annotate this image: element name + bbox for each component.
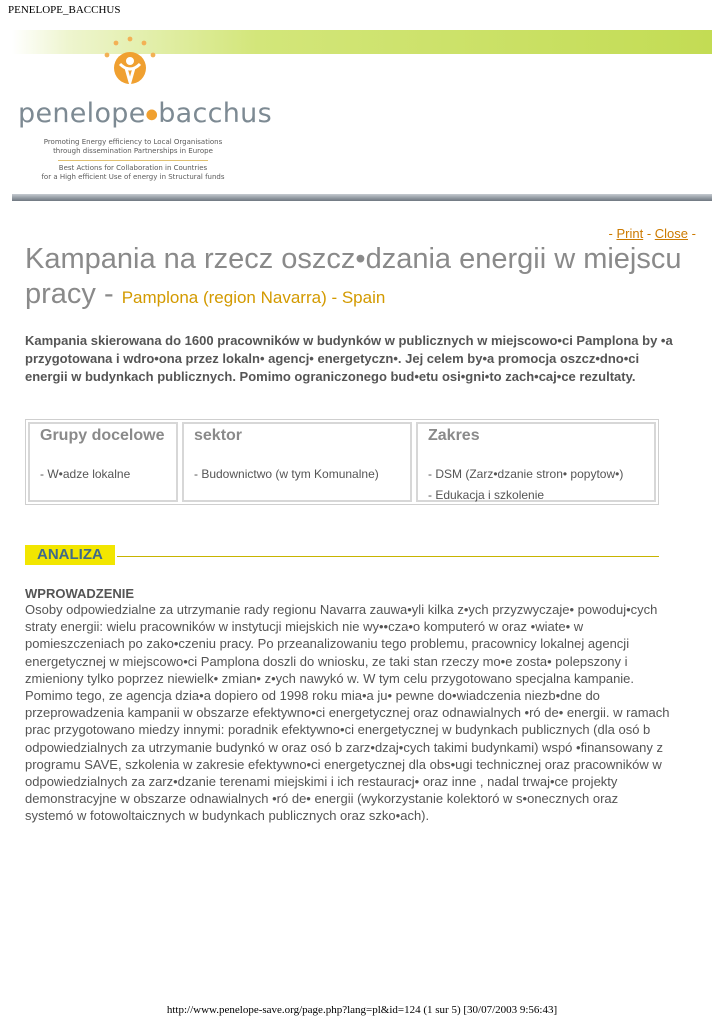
tagline-2-line-2: for a High efficient Use of energy in Structural funds: [41, 173, 225, 181]
tagline-promoting: [18, 138, 248, 156]
tagline-1-line-1: Promoting Energy efficiency to Local Organisations: [43, 138, 223, 146]
header-grey-bar: [12, 194, 712, 201]
column-values: [428, 464, 623, 506]
column-values: [40, 464, 130, 485]
separator: -: [646, 226, 652, 241]
tagline-best-actions: [18, 164, 248, 182]
table-column-sector: [182, 422, 412, 502]
separator: -: [691, 226, 696, 241]
intro-paragraph: Osoby odpowiedzialne za utrzymanie rady regionu Navarra zauwa•yli kilka z•ych przyzwyczaje• powoduj•cych straty energii: wielu pracowników w instytucji miejskich nie wy••cza•o komputeró w oraz •wiate• w pomieszczeniach po zako•czeniu pracy. Po przeanalizowaniu tego problemu, pracownicy lokalnej agencji energetycznej w miejscowo•ci Pamplona doszli do wniosku, ze taki stan rzeczy mo•e zosta• polepszony i zmieniony tylko poprzez niewielk• zmian• z•ych nawykó w. W tym celu przygotowano specjalna kampanie. Pomimo tego, ze agencja dzia•a dopiero od 1998 roku mia•a ju• pewne do•wiadczenia niezb•dne do przeprowadzenia kampanii w obszarze efektywno•ci energetycznej oraz odnawialnych •ró de• energii. w ramach prac przygotowano miedzy innymi: poradnik efektywno•ci energetycznej w budynkach publicznych (dla osó b odpowiedzialnych za utrzymanie budynkó w oraz osó b zarz•dzaj•cych takimi budynkami) wspó •finansowany z programu SAVE, szkolenia w zakresie efektywno•ci energetycznej dla obs•ugi technicznej oraz pracowników w odpowiedzialnych za zarz•dzanie terenami miejskimi i ich restauracj• oraz inne , nadal trwaj•ce projekty demonstracyjne w obszarze odnawialnych •ró de• energii (wykorzystanie kolektoró w s•onecznych oraz systemó w fotowoltaicznych w budynkach publicznych oraz szko•ach).: [25, 602, 670, 824]
site-header: [12, 30, 712, 202]
figure-logo-icon: [100, 34, 160, 96]
column-header: Zakres: [428, 427, 480, 444]
column-values: [194, 464, 379, 485]
column-header: Grupy docelowe: [40, 427, 165, 444]
table-column-target-groups: [28, 422, 178, 502]
table-cell: - W•adze lokalne: [40, 467, 131, 481]
tagline-2-line-1: Best Actions for Collaboration in Countries: [58, 164, 208, 172]
logo-word-1: penelope: [18, 98, 146, 129]
title-main: Kampania na rzecz oszcz•dzania energii w miejscu pracy -: [25, 243, 682, 310]
footer-url: http://www.penelope-save.org/page.php?lang=pl&id=124 (1 sur 5) [30/07/2003 9:56:43]: [166, 1004, 558, 1016]
intro-heading: WPROWADZENIE: [25, 586, 135, 601]
print-link[interactable]: Print: [616, 226, 644, 241]
column-header: sektor: [194, 427, 243, 444]
tagline-divider: [58, 160, 208, 161]
logo-dot-icon: ●: [145, 106, 159, 123]
section-analiza: [25, 545, 659, 565]
section-divider: [117, 556, 659, 557]
print-close-links: [608, 226, 696, 241]
page-label: PENELOPE_BACCHUS: [8, 4, 121, 16]
section-tag: ANALIZA: [25, 545, 115, 565]
title-location: Pamplona (region Navarra) - Spain: [121, 288, 386, 307]
table-cell: - DSM (Zarz•dzanie stron• popytow•): [428, 467, 624, 481]
site-logo[interactable]: [18, 38, 272, 188]
table-cell: - Budownictwo (w tym Komunalne): [194, 467, 379, 481]
summary-table: [25, 419, 659, 505]
close-link[interactable]: Close: [654, 226, 689, 241]
tagline-1-line-2: through dissemination Partnerships in Europe: [53, 147, 213, 155]
page-title: [25, 242, 685, 315]
logo-wordmark: [18, 98, 272, 129]
table-cell: - Edukacja i szkolenie: [428, 488, 545, 502]
lead-paragraph: Kampania skierowana do 1600 pracowników w budynków w publicznych w miejscowo•ci Pamplona by •a przygotowana i wdro•ona przez lokaln• agencj• energetyczn•. Jej celem by•a promocja oszcz•dno•ci energii w budynkach publicznych. Pomimo ograniczonego bud•etu osi•gni•to zach•caj•ce rezultaty.: [25, 333, 673, 384]
logo-word-2: bacchus: [158, 98, 272, 129]
separator: -: [608, 226, 613, 241]
table-column-scope: [416, 422, 656, 502]
